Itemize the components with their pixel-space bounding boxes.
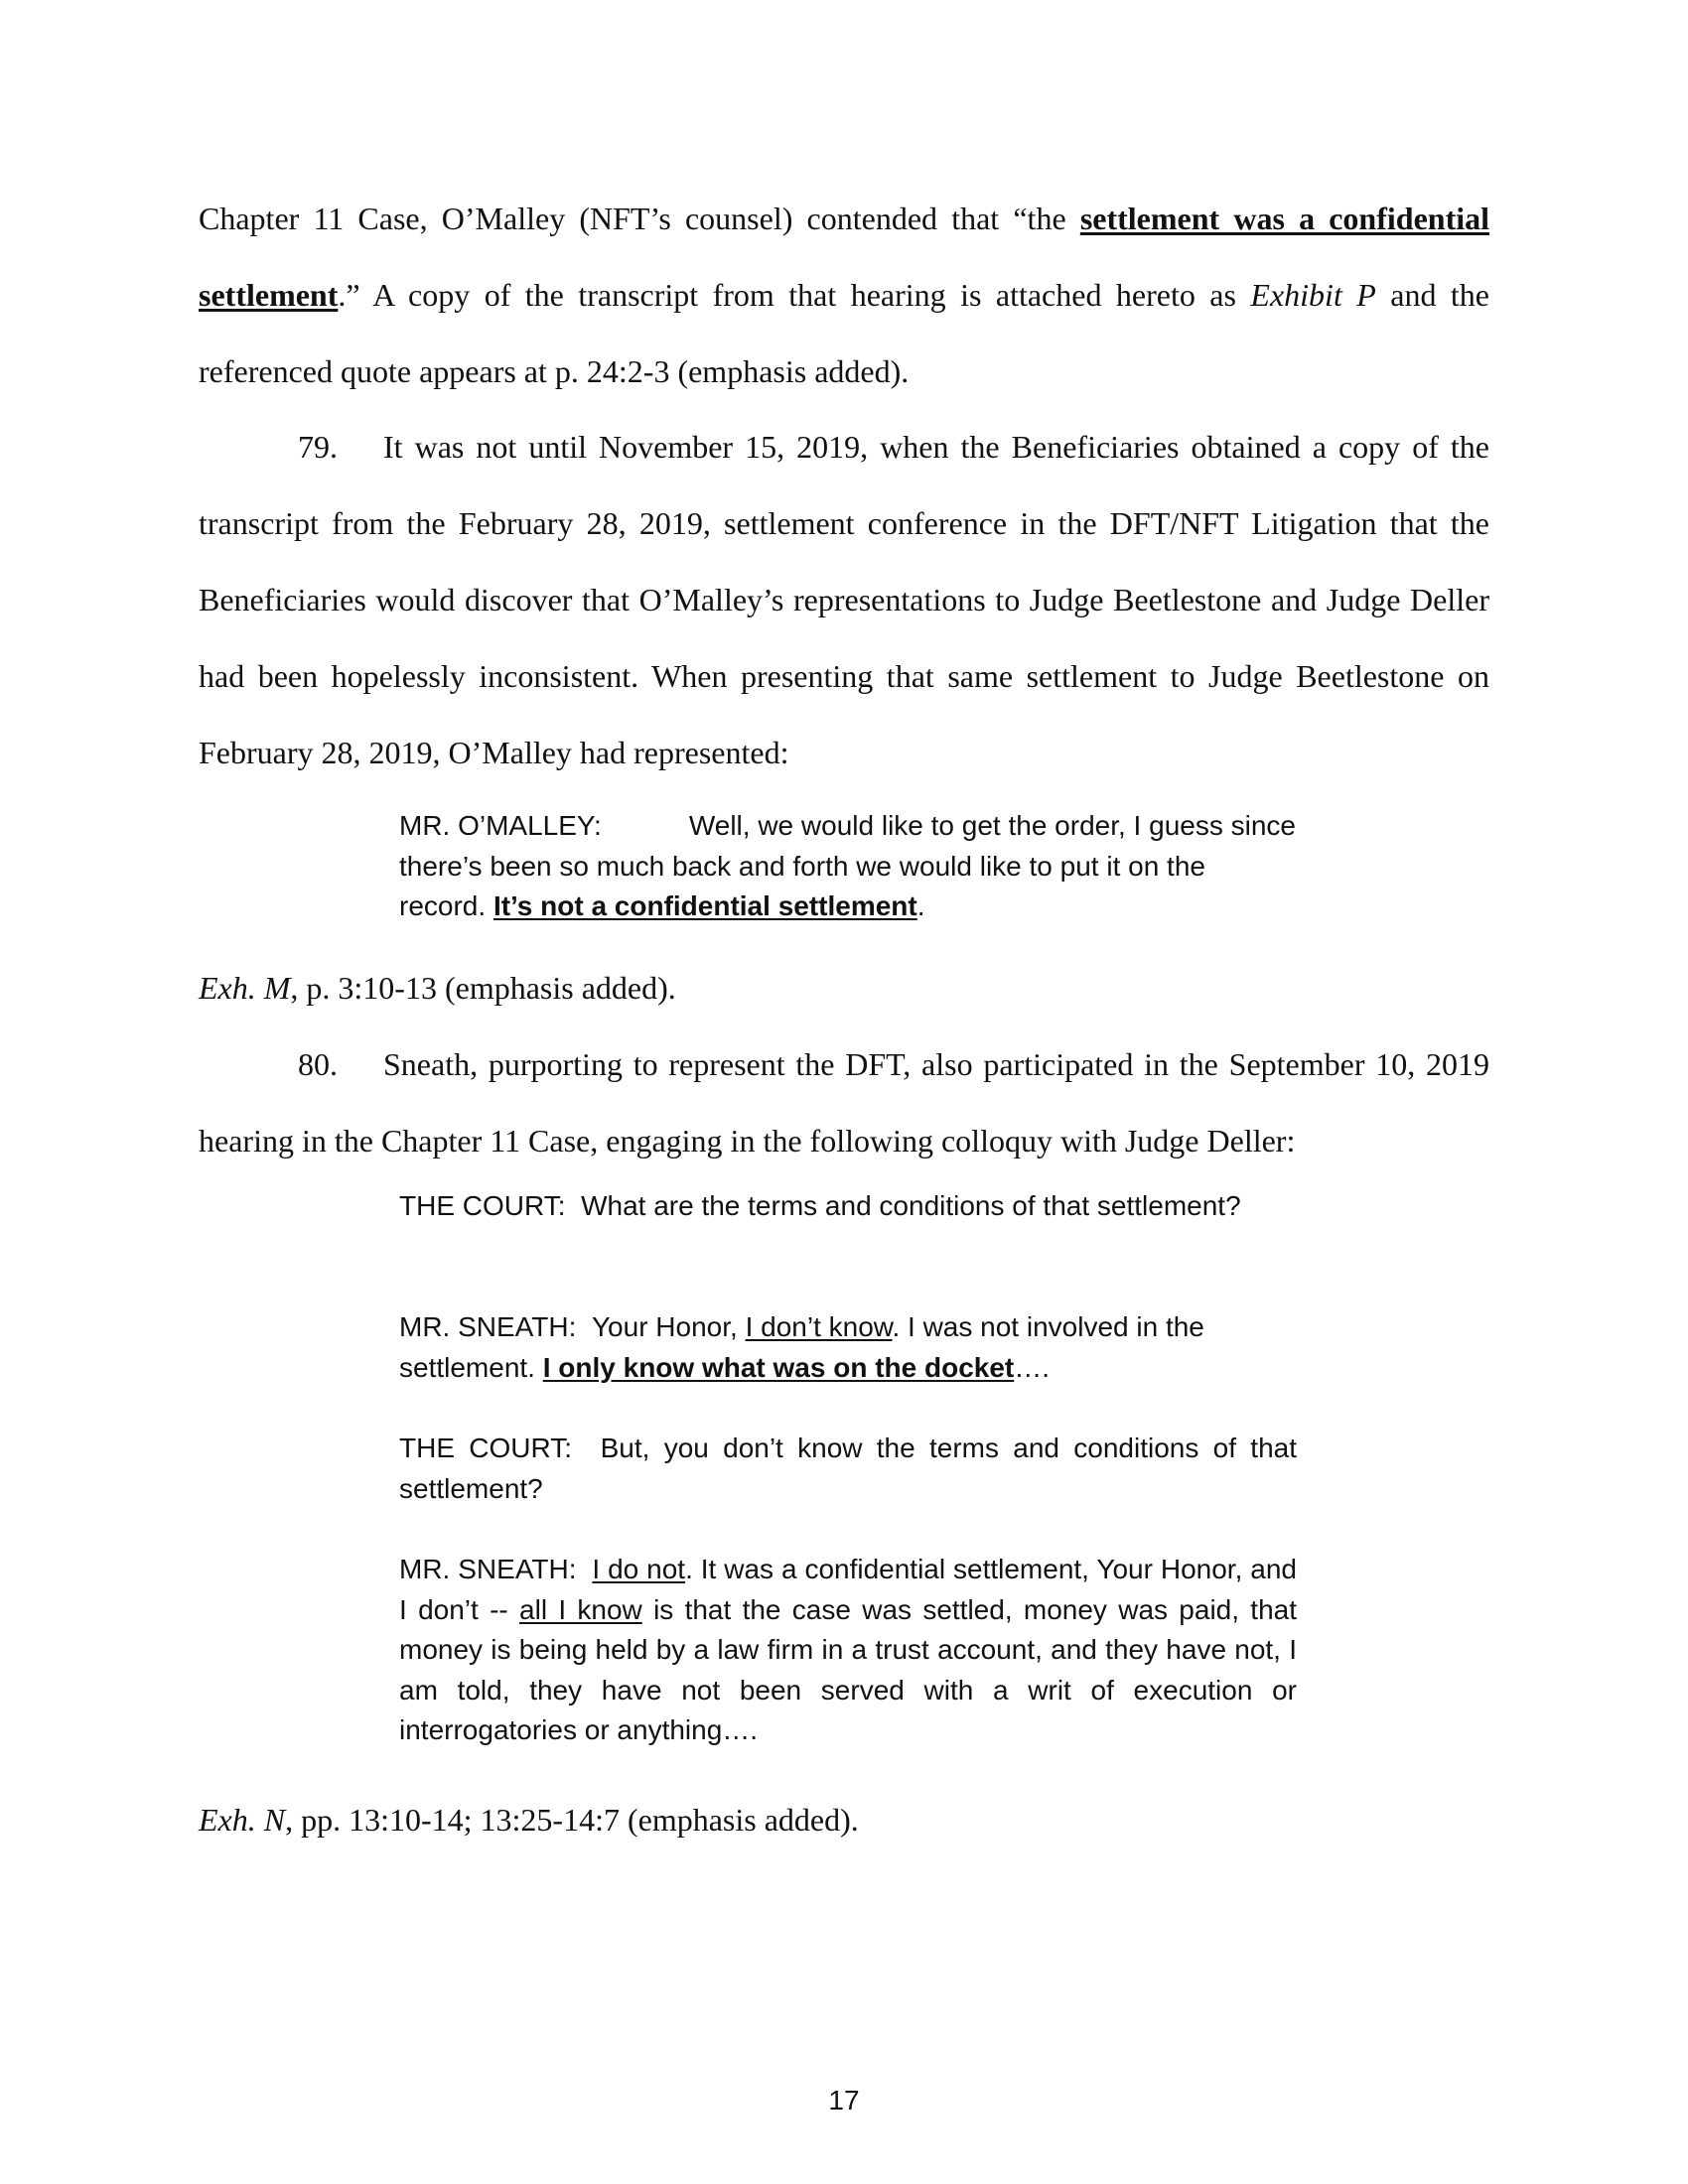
p1-exhibit-ref: Exhibit P (1250, 277, 1376, 313)
a2-mid: . It was a confidential settlement, Your Honor, and I don’t -- (399, 1554, 1298, 1625)
p80-text: Sneath, purporting to represent the DFT, also participated in the September 10, 2019 hearing in the Chapter 11 Case, engaging in the following colloquy with Judge Deller: (199, 1046, 1489, 1159)
p1-emphasis: settlement was a confidential settlement (199, 201, 1490, 313)
quote1-text: Well, we would like to get the order, I guess since there’s been so much back and forth we would like to put it on the record. (399, 810, 1296, 921)
colloquy-q2 (399, 1429, 1297, 1509)
a2-underlined-1: I do not (592, 1554, 686, 1584)
quote1-end: . (916, 890, 925, 921)
quote1-speaker: MR. O’MALLEY: (399, 810, 602, 841)
a1-speaker: MR. SNEATH: (399, 1311, 577, 1342)
paragraph-78-continuation (199, 181, 1489, 410)
p79-number: 79. (298, 429, 338, 465)
colloquy-q1 (399, 1186, 1297, 1227)
citation-exh-m (199, 950, 1489, 1026)
a2-speaker: MR. SNEATH: (399, 1554, 577, 1584)
citation-exh-n (199, 1782, 1489, 1858)
a1-end: …. (1014, 1351, 1051, 1383)
p1-text-a: Chapter 11 Case, O’Malley (NFT’s counsel) contended that “the (199, 201, 1080, 236)
cite2-rest: , pp. 13:10-14; 13:25-14:7 (emphasis added). (285, 1802, 859, 1838)
p1-text-e: and the referenced quote appears at p. 24:2-3 (emphasis added). (199, 277, 1490, 389)
p80-number: 80. (298, 1046, 338, 1082)
q1-text: What are the terms and conditions of that settlement? (581, 1190, 1241, 1221)
q2-text: But, you don’t know the terms and conditions of that settlement? (399, 1433, 1297, 1504)
q2-speaker: THE COURT: (399, 1433, 573, 1463)
q1-speaker: THE COURT: (399, 1190, 566, 1221)
p79-text: It was not until November 15, 2019, when the Beneficiaries obtained a copy of the transcript from the February 28, 2019, settlement conference in the DFT/NFT Litigation that the Beneficiaries would discover that O’Malley’s representations to Judge Beetlestone and Judge Deller had been hopelessly inconsistent. When presenting that same settlement to Judge Beetlestone on February 28, 2019, O’Malley had represented: (199, 429, 1489, 770)
a1-pre: Your Honor, (591, 1311, 746, 1342)
a1-mid: . I was not involved in the settlement. (399, 1311, 1204, 1383)
cite1-rest: , p. 3:10-13 (emphasis added). (290, 970, 676, 1006)
colloquy-a1 (399, 1307, 1297, 1388)
cite2-exhibit: Exh. N (199, 1802, 286, 1838)
paragraph-80 (199, 1026, 1489, 1179)
p1-text-c: .” A copy of the transcript from that hearing is attached hereto as (338, 277, 1251, 313)
cite1-exhibit: Exh. M (199, 970, 291, 1006)
block-quote-omalley (399, 806, 1297, 927)
paragraph-79 (199, 409, 1489, 791)
colloquy-a2 (399, 1550, 1297, 1751)
a2-end: is that the case was settled, money was paid, that money is being held by a law firm in a trust account, and they have not, I am told, they have not been served with a writ of execution or interrogatories or anything…. (399, 1593, 1298, 1745)
a2-underlined-2: all I know (519, 1593, 642, 1625)
a1-underlined: I don’t know (745, 1311, 893, 1342)
a1-emphasis: I only know what was on the docket (542, 1351, 1015, 1383)
page-number: 17 (828, 2085, 860, 2116)
quote1-emphasis: It’s not a confidential settlement (492, 890, 917, 921)
